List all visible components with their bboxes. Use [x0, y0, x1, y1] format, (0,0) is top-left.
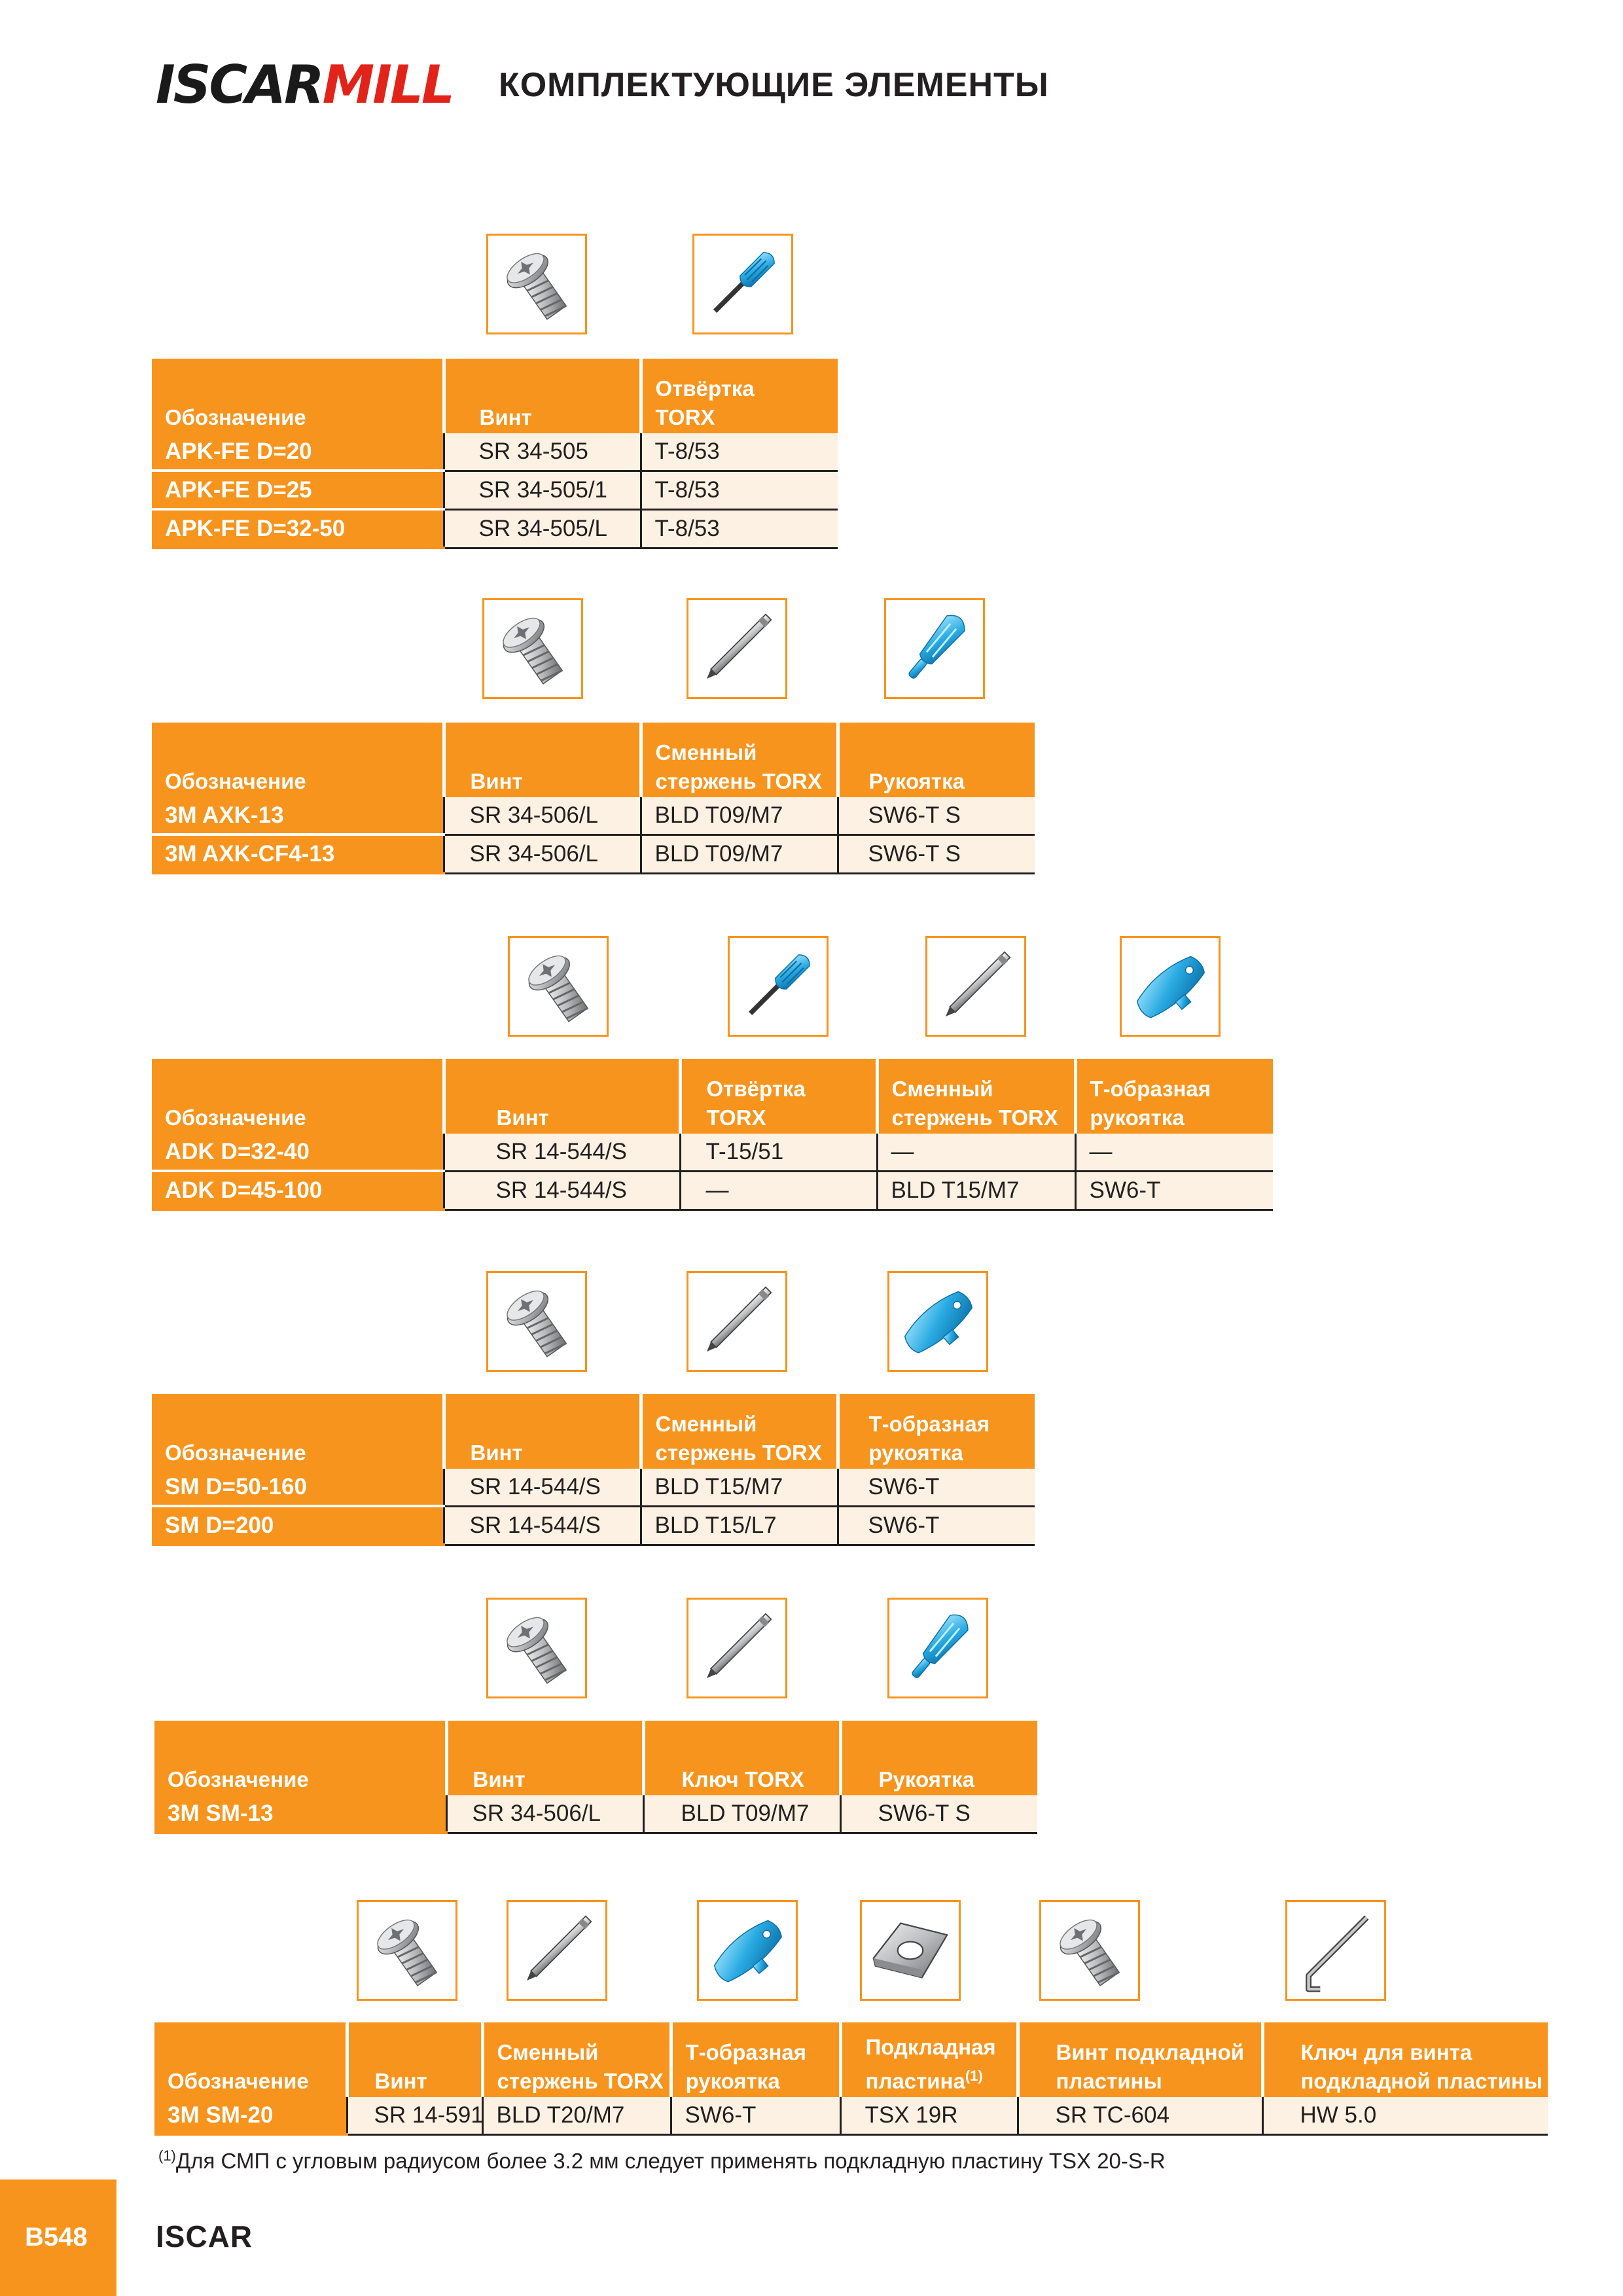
shim-screw-icon-box — [1039, 1900, 1140, 2001]
torx-blade-icon — [688, 600, 785, 697]
cell-t-handle: SW6-T — [1075, 1171, 1273, 1210]
cell-t-handle: — — [1075, 1134, 1273, 1171]
cell-designation: ADK D=32-40 — [152, 1134, 444, 1171]
screw-icon — [488, 236, 585, 332]
screw-icon — [359, 1902, 455, 1999]
cell-screwdriver: T-15/51 — [680, 1134, 877, 1171]
table-apk-fe — [152, 359, 838, 549]
cell-torx-key: BLD T09/M7 — [643, 1795, 840, 1833]
table-row — [152, 1171, 1273, 1210]
cell-torx-blade: — — [877, 1134, 1075, 1171]
cell-screw: SR 34-506/L — [444, 834, 641, 873]
screw-icon-box — [482, 598, 583, 699]
cell-screw: SR 34-505 — [444, 433, 641, 471]
table-3m-axk — [152, 723, 1035, 874]
cell-screw: SR 34-505/L — [444, 509, 641, 548]
col-header-torx-blade: Сменный стержень TORX — [877, 1059, 1075, 1134]
cell-designation: SM D=50-160 — [152, 1469, 444, 1506]
col-header-screw: Винт — [446, 1721, 643, 1795]
handle-icon — [886, 600, 983, 697]
screw-icon-box — [486, 1271, 587, 1372]
table-row — [152, 797, 1035, 834]
table-3m-sm-20 — [154, 2022, 1548, 2136]
col-header-screwdriver: Отвёртка TORX — [641, 359, 838, 433]
torx-blade-icon-box — [687, 1598, 787, 1698]
cell-torx-blade: BLD T20/M7 — [482, 2097, 671, 2134]
cell-designation: ADK D=45-100 — [152, 1171, 444, 1210]
cell-screwdriver: T-8/53 — [641, 471, 838, 509]
cell-screwdriver: T-8/53 — [641, 509, 838, 548]
screw-icon-box — [486, 1598, 587, 1698]
table-row — [154, 1795, 1037, 1833]
table-row — [152, 433, 838, 471]
col-header-torx-blade: Сменный стержень TORX — [641, 723, 838, 797]
table-adk — [152, 1059, 1273, 1211]
screw-icon-box — [508, 936, 609, 1037]
cell-screw: SR 14-544/S — [444, 1469, 641, 1506]
t-handle-icon-box — [887, 1271, 988, 1372]
col-header-torx-blade: Сменный стержень TORX — [641, 1394, 838, 1469]
logo-part-iscar: ISCAR — [156, 54, 323, 115]
table-row — [152, 1469, 1035, 1506]
col-header-designation: Обозначение — [152, 1059, 444, 1134]
screw-icon — [488, 1600, 585, 1696]
page-number: B548 — [25, 2223, 88, 2251]
cell-screw: SR 14-591 — [347, 2097, 482, 2134]
col-header-screw: Винт — [347, 2022, 482, 2097]
footnote-marker: (1) — [158, 2147, 176, 2164]
col-header-designation: Обозначение — [152, 359, 444, 433]
footnote — [158, 2142, 1166, 2176]
col-header-screw: Винт — [444, 359, 641, 433]
table-row — [154, 2097, 1548, 2134]
col-header-screwdriver: Отвёртка TORX — [680, 1059, 877, 1134]
footer-brand: ISCAR — [156, 2219, 253, 2253]
cell-screw: SR 34-506/L — [446, 1795, 643, 1833]
table-row — [152, 509, 838, 548]
cell-designation: APK-FE D=32-50 — [152, 509, 444, 548]
col-header-designation: Обозначение — [152, 723, 444, 797]
cell-screw: SR 14-544/S — [444, 1134, 680, 1171]
cell-screw: SR 14-544/S — [444, 1506, 641, 1545]
cell-designation: APK-FE D=20 — [152, 433, 444, 471]
cell-handle: SW6-T S — [838, 797, 1035, 834]
cell-designation: 3M SM-13 — [154, 1795, 446, 1833]
table-3m-sm-13 — [154, 1721, 1037, 1834]
t-handle-icon — [1122, 938, 1219, 1035]
torx-blade-icon — [688, 1600, 785, 1696]
col-header-screw: Винт — [444, 1394, 641, 1469]
table-sm — [152, 1394, 1035, 1546]
torx-blade-icon — [927, 938, 1024, 1035]
shim-icon-box — [860, 1900, 961, 2001]
col-header-t-handle: Т-образная рукоятка — [838, 1394, 1035, 1469]
cell-t-handle: SW6-T — [838, 1469, 1035, 1506]
handle-icon-box — [884, 598, 985, 699]
col-header-t-handle: Т-образная рукоятка — [1075, 1059, 1273, 1134]
hex-key-icon — [1287, 1902, 1384, 1999]
cell-torx-blade: BLD T09/M7 — [641, 797, 838, 834]
cell-screw: SR 14-544/S — [444, 1171, 680, 1210]
col-header-screw: Винт — [444, 723, 641, 797]
logo-part-mill: MILL — [322, 54, 453, 115]
handle-icon — [889, 1600, 986, 1696]
screwdriver-icon-box — [728, 936, 829, 1037]
cell-torx-blade: BLD T09/M7 — [641, 834, 838, 873]
iscarmill-logo — [156, 54, 453, 115]
cell-shim: TSX 19R — [840, 2097, 1018, 2134]
col-header-torx-key: Ключ TORX — [643, 1721, 840, 1795]
torx-blade-icon-box — [507, 1900, 607, 2001]
hex-key-icon-box — [1285, 1900, 1386, 2001]
screwdriver-icon — [694, 236, 791, 332]
cell-t-handle: SW6-T — [838, 1506, 1035, 1545]
cell-screwdriver: T-8/53 — [641, 433, 838, 471]
cell-shim-key: HW 5.0 — [1262, 2097, 1548, 2134]
col-header-shim — [840, 2022, 1018, 2097]
torx-blade-icon-box — [687, 598, 787, 699]
table-row — [152, 1134, 1273, 1171]
footnote-text: Для СМП с угловым радиусом более 3.2 мм следует применять подкладную пластину TSX 20-S-R — [175, 2149, 1166, 2173]
cell-torx-blade: BLD T15/M7 — [877, 1171, 1075, 1210]
col-header-screw: Винт — [444, 1059, 680, 1134]
page-title: КОМПЛЕКТУЮЩИЕ ЭЛЕМЕНТЫ — [499, 66, 1049, 104]
col-header-shim-screw: Винт подкладной пластины — [1018, 2022, 1262, 2097]
screw-icon — [484, 600, 581, 697]
cell-torx-blade: BLD T15/L7 — [641, 1506, 838, 1545]
cell-screwdriver: — — [680, 1171, 877, 1210]
cell-designation: 3M AXK-CF4-13 — [152, 834, 444, 873]
cell-t-handle: SW6-T — [671, 2097, 840, 2134]
screwdriver-icon — [730, 938, 827, 1035]
cell-shim-screw: SR TC-604 — [1018, 2097, 1262, 2134]
footnote-marker: (1) — [965, 2068, 983, 2084]
torx-blade-icon-box — [925, 936, 1026, 1037]
table-row — [152, 471, 838, 509]
handle-icon-box — [887, 1598, 988, 1698]
shim-icon — [862, 1902, 959, 1999]
t-handle-icon — [889, 1273, 986, 1370]
cell-handle: SW6-T S — [838, 834, 1035, 873]
col-header-handle: Рукоятка — [840, 1721, 1037, 1795]
cell-screw: SR 34-505/1 — [444, 471, 641, 509]
torx-blade-icon — [688, 1273, 785, 1370]
col-header-shim-key: Ключ для винта подкладной пластины — [1262, 2022, 1548, 2097]
t-handle-icon-box — [697, 1900, 798, 2001]
t-handle-icon-box — [1120, 936, 1221, 1037]
torx-blade-icon-box — [687, 1271, 787, 1372]
cell-designation: SM D=200 — [152, 1506, 444, 1545]
cell-designation: APK-FE D=25 — [152, 471, 444, 509]
col-header-t-handle: Т-образная рукоятка — [671, 2022, 840, 2097]
screw-icon-box — [486, 234, 587, 334]
screw-icon — [488, 1273, 585, 1370]
shim-header-label: Подкладная пластина — [865, 2035, 996, 2093]
screw-icon-box — [357, 1900, 457, 2001]
cell-designation: 3M SM-20 — [154, 2097, 347, 2134]
col-header-handle: Рукоятка — [838, 723, 1035, 797]
torx-blade-icon — [508, 1902, 605, 1999]
cell-screw: SR 34-506/L — [444, 797, 641, 834]
col-header-designation: Обозначение — [154, 1721, 446, 1795]
cell-handle: SW6-T S — [840, 1795, 1037, 1833]
cell-torx-blade: BLD T15/M7 — [641, 1469, 838, 1506]
screw-icon — [510, 938, 607, 1035]
col-header-designation: Обозначение — [152, 1394, 444, 1469]
col-header-torx-blade: Сменный стержень TORX — [482, 2022, 671, 2097]
shim-screw-icon — [1041, 1902, 1138, 1999]
col-header-designation: Обозначение — [154, 2022, 347, 2097]
table-row — [152, 834, 1035, 873]
screwdriver-icon-box — [692, 234, 793, 334]
table-row — [152, 1506, 1035, 1545]
cell-designation: 3M AXK-13 — [152, 797, 444, 834]
t-handle-icon — [699, 1902, 796, 1999]
